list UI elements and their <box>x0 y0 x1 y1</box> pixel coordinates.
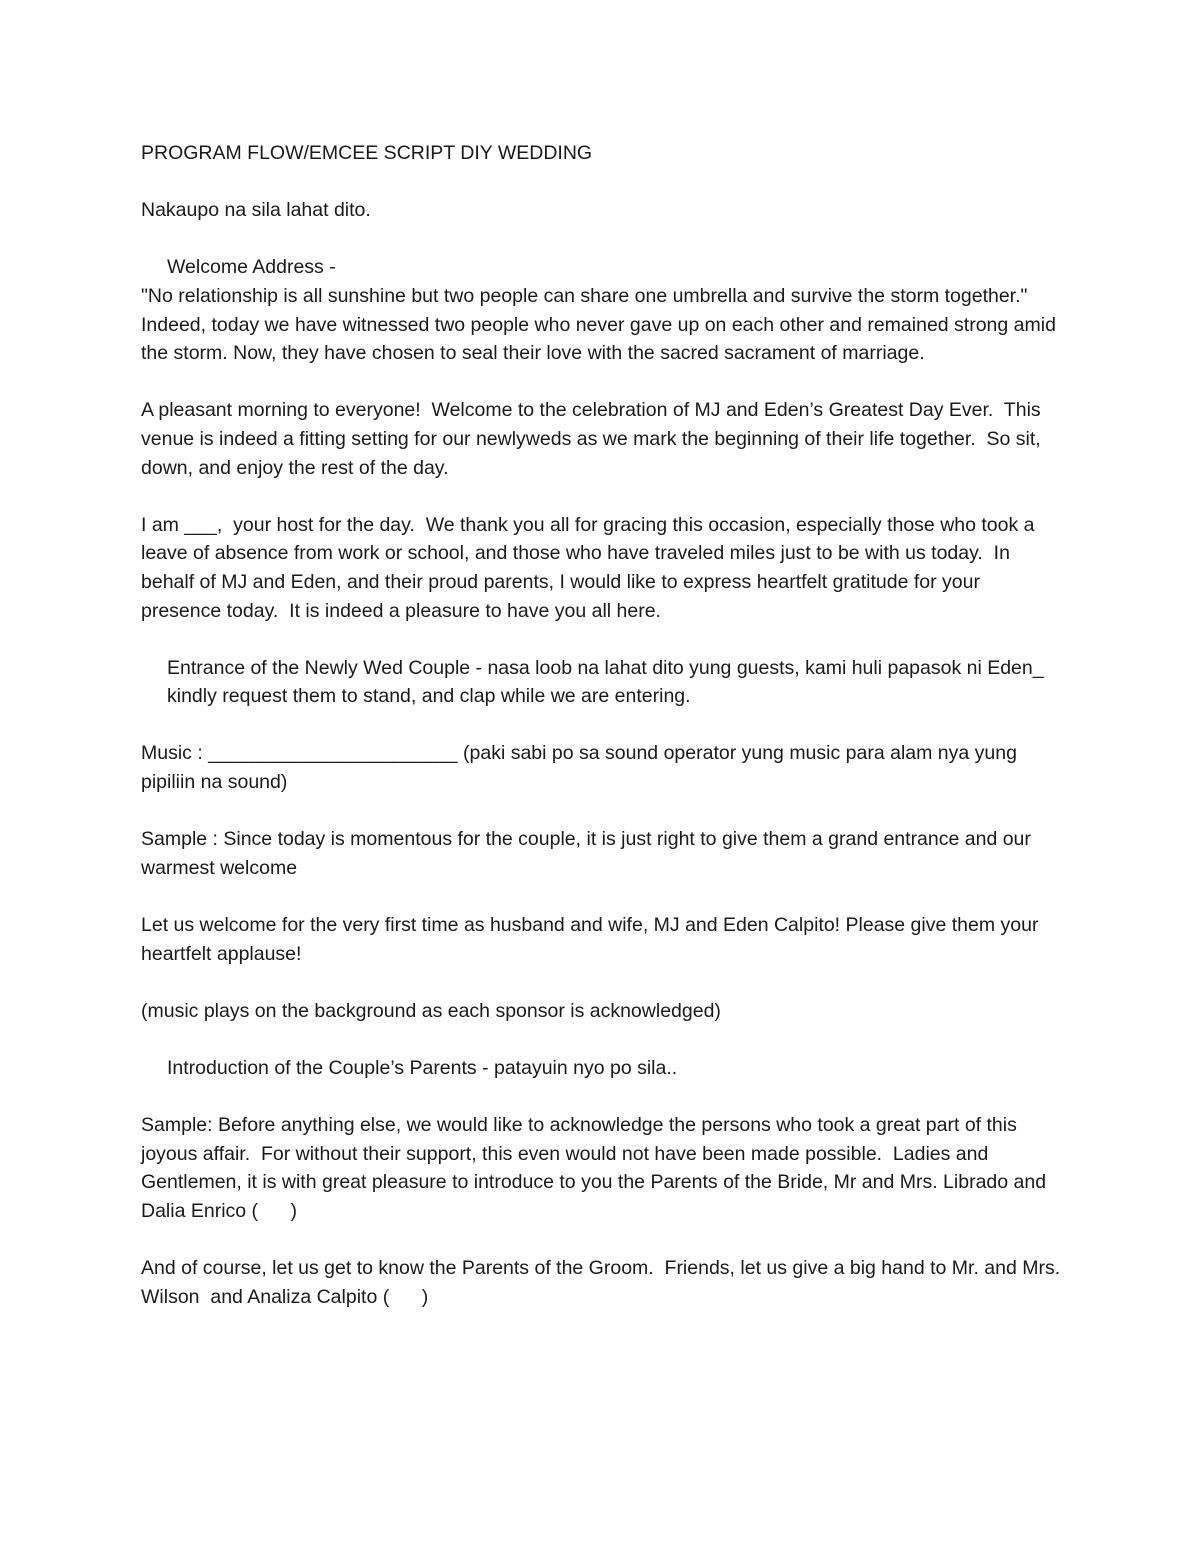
paragraph-greeting: A pleasant morning to everyone! Welcome to the celebration of MJ and Eden’s Greatest Day Ever. This venue is indeed a fitting setting for our newlyweds as we mark the beginning of their life together. So sit, down, and enjoy the rest of the day. <box>141 399 1047 479</box>
paragraph-music-note: (music plays on the background as each sponsor is acknowledged) <box>141 999 721 1022</box>
document-body <box>141 139 1066 1340</box>
paragraph-welcome-body: Indeed, today we have witnessed two people who never gave up on each other and remained strong amid the storm. Now, they have chosen to seal their love with the sacred sacrament of marriage. <box>141 313 1062 365</box>
paragraph-sample-entrance: Sample : Since today is momentous for the couple, it is just right to give them a grand entrance and our warmest welcome <box>141 828 1037 879</box>
paragraph-host-intro: I am ___, your host for the day. We thank you all for gracing this occasion, especially those who took a leave of absence from work or school, and those who have traveled miles just to be with us today. In behalf of MJ and Eden, and their proud parents, I would like to express heartfelt gratitude for your presence today. It is indeed a pleasure to have you all here. <box>141 513 1040 622</box>
document-title: PROGRAM FLOW/EMCEE SCRIPT DIY WEDDING <box>141 142 593 164</box>
paragraph-groom-parents: And of course, let us get to know the Parents of the Groom. Friends, let us give a big hand to Mr. and Mrs. Wilson and Analiza Calpito ( ) <box>141 1257 1066 1308</box>
paragraph-seating-note: Nakaupo na sila lahat dito. <box>141 199 371 222</box>
section-intro-parents: Introduction of the Couple’s Parents - patayuin nyo po sila.. <box>167 1057 678 1079</box>
paragraph-bride-parents: Sample: Before anything else, we would like to acknowledge the persons who took a great part of this joyous affair. For without their support, this even would not have been made possible. Ladies and Gentlemen, it is with great pleasure to introduce to you the Parents of the Bride, Mr and Mrs. Librado and Dalia Enrico ( ) <box>141 1114 1052 1222</box>
paragraph-music: Music : _______________________ (paki sabi po sa sound operator yung music para alam nya yung pipiliin na sound) <box>141 742 1023 794</box>
section-entrance-couple: Entrance of the Newly Wed Couple - nasa loob na lahat dito yung guests, kami huli papasok ni Eden_ kindly request them to stand, and clap while we are entering. <box>167 656 1050 708</box>
paragraph-welcome-couple: Let us welcome for the very first time as husband and wife, MJ and Eden Calpito! Please give them your heartfelt applause! <box>141 914 1044 965</box>
paragraph-welcome-quote: "No relationship is all sunshine but two people can share one umbrella and survive the storm together." <box>141 284 1028 307</box>
section-heading-welcome-address: Welcome Address - <box>167 256 336 279</box>
